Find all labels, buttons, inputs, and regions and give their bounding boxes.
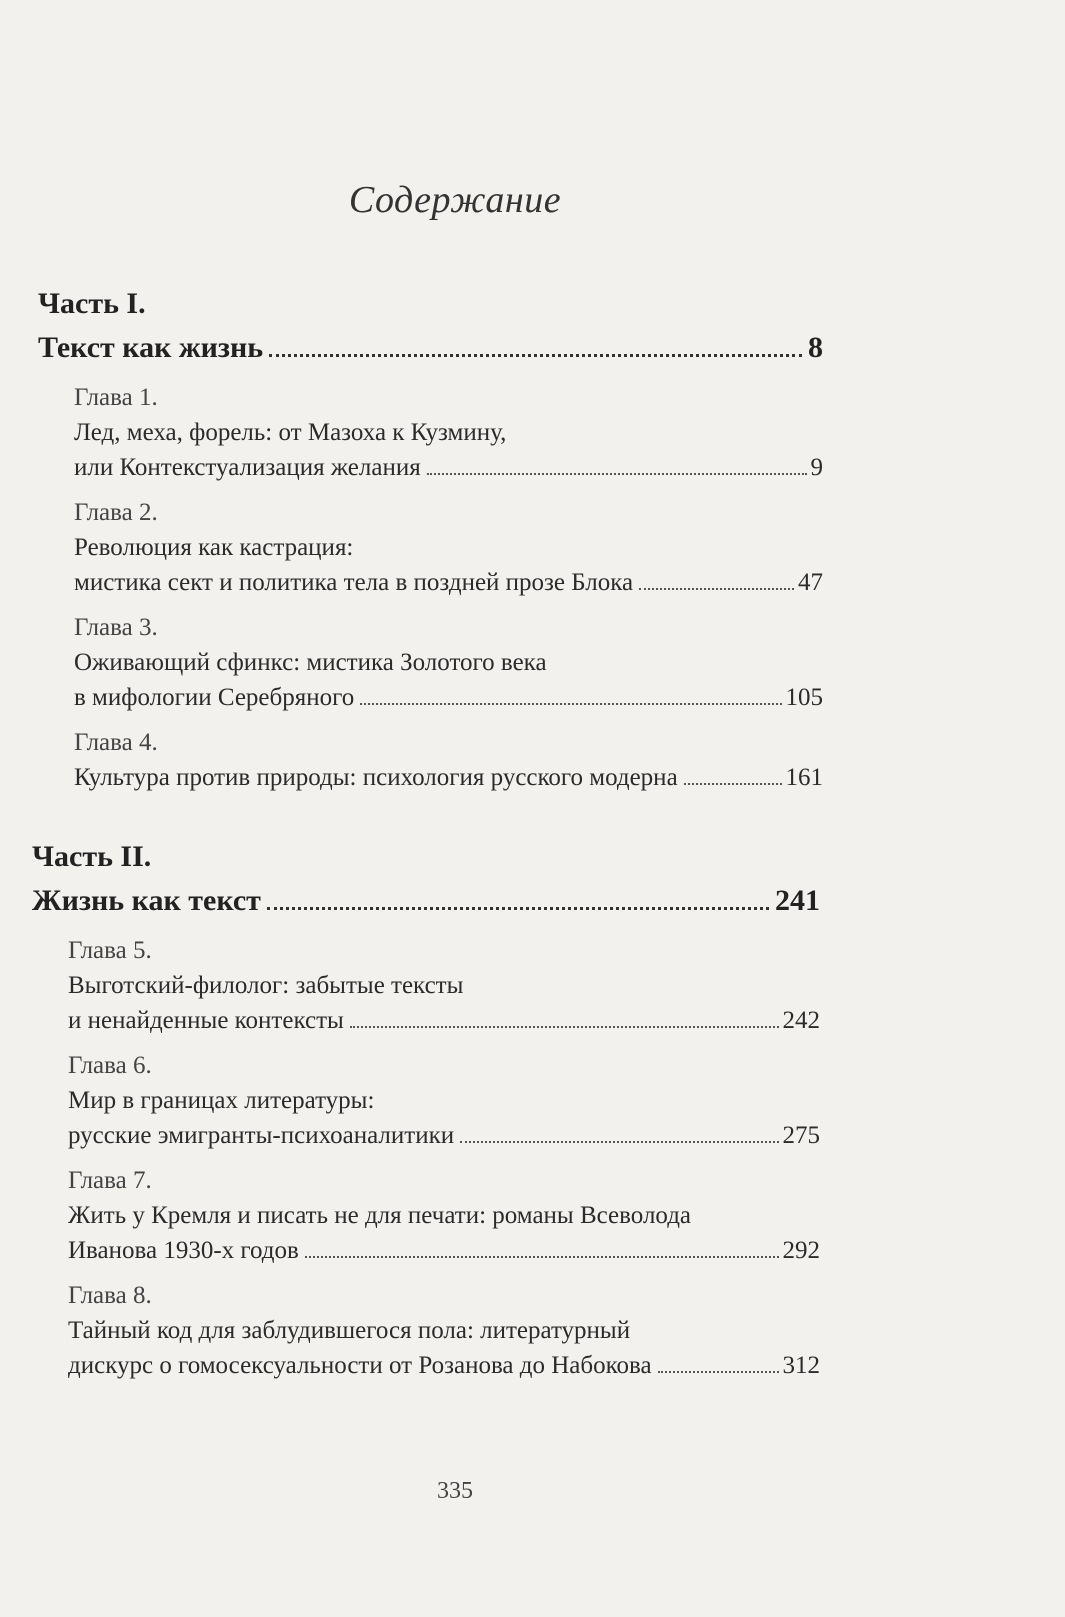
chapter-title-text: дискурс о гомосексуальности от Розанова до Набокова — [68, 1352, 652, 1379]
chapter-page-number: 275 — [782, 1122, 820, 1149]
part-title: Текст как жизнь — [38, 331, 264, 364]
chapter-title-last-line — [68, 1118, 820, 1153]
chapter-title-last-line — [74, 565, 823, 600]
part-label: Часть I. — [38, 287, 146, 320]
chapter-page-number: 312 — [782, 1352, 820, 1379]
chapter-title-text: и ненайденные контексты — [68, 1007, 344, 1034]
chapter-item — [74, 725, 823, 795]
chapter-item — [68, 1048, 820, 1153]
part-title-row — [38, 326, 823, 370]
chapter-title-last-line — [68, 1233, 820, 1268]
chapter-title-last-line — [74, 450, 823, 485]
chapter-title-last-line — [68, 1003, 820, 1038]
chapter-item — [74, 380, 823, 485]
chapter-label: Глава 7. — [68, 1167, 152, 1194]
chapter-title-last-line — [74, 680, 823, 715]
chapter-label: Глава 4. — [74, 729, 158, 756]
chapter-label: Глава 8. — [68, 1282, 152, 1309]
part-title-row — [32, 879, 820, 923]
chapter-label: Глава 1. — [74, 384, 158, 411]
chapter-title-last-line — [74, 760, 823, 795]
chapter-item — [68, 1163, 820, 1268]
part-title: Жизнь как текст — [32, 884, 261, 917]
chapter-title-line: Лед, меха, форель: от Мазоха к Кузмину, — [74, 419, 507, 446]
dot-leader — [658, 1371, 779, 1373]
chapter-label: Глава 3. — [74, 614, 158, 641]
chapter-label: Глава 5. — [68, 937, 152, 964]
chapter-title-text: или Контекстуализация желания — [74, 454, 421, 481]
dot-leader — [639, 588, 794, 590]
chapter-title-line: Оживающий сфинкс: мистика Золотого века — [74, 649, 547, 676]
dot-leader — [360, 703, 781, 705]
part-page-number: 8 — [808, 331, 823, 364]
chapter-item — [68, 1278, 820, 1383]
chapter-title-text: Иванова 1930-х годов — [68, 1237, 299, 1264]
dot-leader — [427, 473, 807, 475]
chapter-title-text: мистика сект и политика тела в поздней прозе Блока — [74, 569, 634, 596]
chapter-title-line: Революция как кастрация: — [74, 534, 354, 561]
chapter-label: Глава 6. — [68, 1052, 152, 1079]
chapter-page-number: 47 — [798, 569, 823, 596]
chapter-title-line: Мир в границах литературы: — [68, 1087, 375, 1114]
chapter-label: Глава 2. — [74, 499, 158, 526]
chapter-page-number: 292 — [782, 1237, 820, 1264]
dot-leader — [684, 783, 782, 785]
chapter-page-number: 105 — [785, 684, 823, 711]
page-number: 335 — [437, 1478, 473, 1504]
chapter-page-number: 9 — [810, 454, 823, 481]
chapter-title-line: Тайный код для заблудившегося пола: литературный — [68, 1317, 631, 1344]
chapter-item — [74, 610, 823, 715]
chapter-title-line: Выготский-филолог: забытые тексты — [68, 972, 464, 999]
chapter-title-text: русские эмигранты-психоаналитики — [68, 1122, 455, 1149]
chapter-list — [74, 380, 823, 795]
dot-leader — [305, 1256, 779, 1258]
dot-leader — [267, 907, 769, 910]
page-title: Содержание — [348, 179, 562, 221]
chapter-list — [68, 933, 820, 1383]
chapter-title-text: в мифологии Серебряного — [74, 684, 355, 711]
part-page-number: 241 — [775, 884, 820, 917]
chapter-item — [68, 933, 820, 1038]
chapter-page-number: 161 — [785, 764, 823, 791]
part-2 — [32, 835, 820, 1383]
chapter-page-number: 242 — [782, 1007, 820, 1034]
chapter-item — [74, 495, 823, 600]
dot-leader — [269, 354, 802, 357]
dot-leader — [460, 1141, 778, 1143]
chapter-title-last-line — [68, 1348, 820, 1383]
part-label: Часть II. — [32, 840, 152, 873]
part-1 — [38, 282, 823, 795]
chapter-title-line: Жить у Кремля и писать не для печати: романы Всеволода — [68, 1202, 692, 1229]
chapter-title-text: Культура против природы: психология русского модерна — [74, 764, 678, 791]
dot-leader — [350, 1026, 779, 1028]
